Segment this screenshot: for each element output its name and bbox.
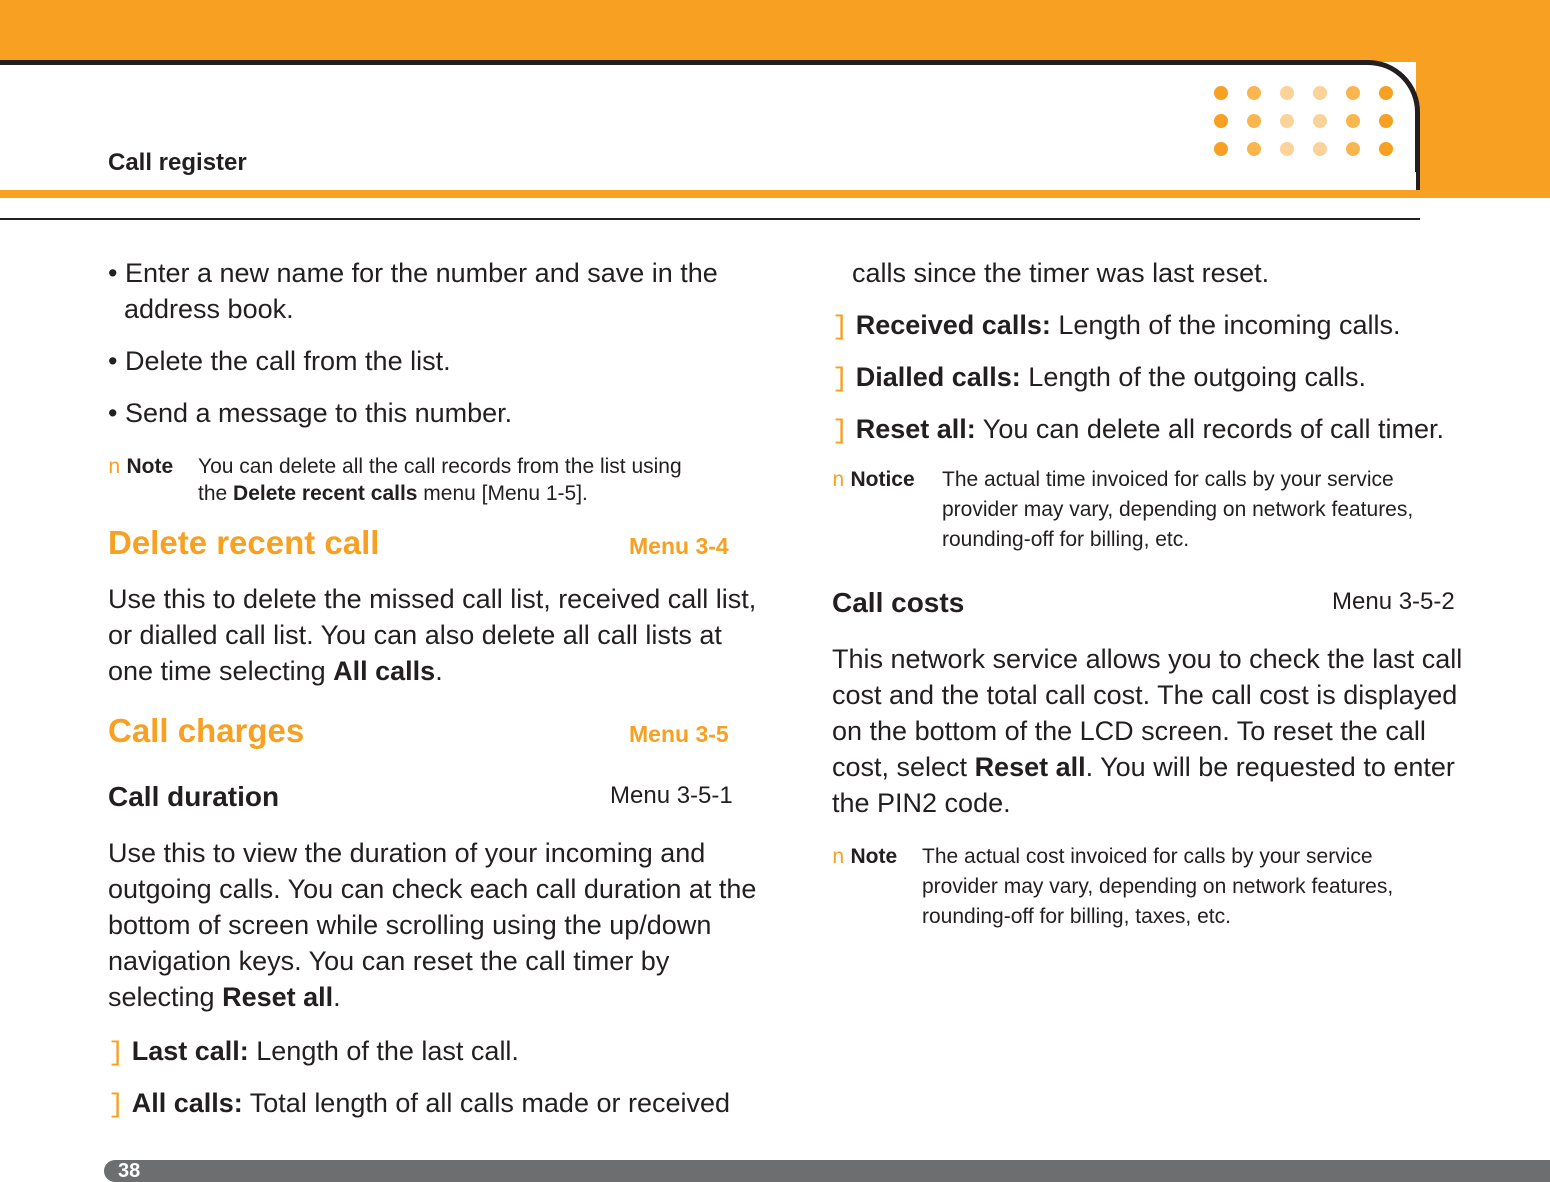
dot (1214, 86, 1228, 100)
dot (1313, 142, 1327, 156)
dot (1346, 114, 1360, 128)
item-marker-icon: ] (108, 1039, 125, 1069)
dot (1280, 114, 1294, 128)
duration-para-line: selecting Reset all. (108, 982, 341, 1012)
dot (1379, 142, 1393, 156)
dot (1379, 86, 1393, 100)
costs-menu-ref: Menu 3-5-2 (1332, 588, 1455, 615)
dot (1379, 114, 1393, 128)
dot (1280, 86, 1294, 100)
header-rule (0, 190, 1550, 198)
item-marker-icon: ] (832, 365, 849, 395)
delete-para-line: Use this to delete the missed call list, received call list, (108, 584, 757, 614)
notice-marker-icon: n (832, 470, 845, 493)
note-line-2: the Delete recent calls menu [Menu 1-5]. (198, 482, 588, 505)
costs-para-line: the PIN2 code. (832, 788, 1011, 818)
delete-recent-call-heading: Delete recent call (108, 524, 380, 561)
duration-para-line: outgoing calls. You can check each call duration at the (108, 874, 757, 904)
bullet-enter-name-cont: address book. (124, 294, 294, 324)
note-label: Note (126, 455, 174, 478)
list-item-reset-all: ] Reset all: You can delete all records of call timer. (832, 414, 1445, 447)
bullet-send: • Send a message to this number. (108, 398, 513, 428)
note-marker-icon: n (108, 457, 121, 480)
note-marker-icon: n (832, 847, 845, 870)
section-title: Call register (108, 149, 247, 176)
costs-para-line: This network service allows you to check the last call (832, 644, 1463, 674)
duration-para-line: navigation keys. You can reset the call timer by (108, 946, 670, 976)
note-line-1: You can delete all the call records from the list using (198, 455, 682, 478)
item-marker-icon: ] (108, 1091, 125, 1121)
delete-para-line: or dialled call list. You can also delete all call lists at (108, 620, 722, 650)
dot (1214, 142, 1228, 156)
list-item-received: ] Received calls: Length of the incoming calls. (832, 310, 1401, 343)
costs-para-line: cost and the total call cost. The call cost is displayed (832, 680, 1458, 710)
call-duration-heading: Call duration (108, 781, 280, 812)
dot (1346, 142, 1360, 156)
footer-bar (104, 1160, 1550, 1182)
decorative-dots-icon (1214, 86, 1394, 162)
item-marker-icon: ] (832, 313, 849, 343)
notice-line: rounding-off for billing, etc. (942, 528, 1190, 551)
note-block (108, 453, 173, 482)
delete-para-line: one time selecting All calls. (108, 656, 443, 686)
note-label: Note (850, 845, 898, 868)
dot (1247, 86, 1261, 100)
notice-label: Notice (850, 468, 915, 491)
dot (1313, 86, 1327, 100)
costs-para-line: on the bottom of the LCD screen. To reset the call (832, 716, 1426, 746)
duration-menu-ref: Menu 3-5-1 (610, 782, 733, 809)
dot (1247, 142, 1261, 156)
list-item-dialled: ] Dialled calls: Length of the outgoing calls. (832, 362, 1367, 395)
charges-menu-ref: Menu 3-5 (629, 721, 729, 747)
list-item-all-calls: ] All calls: Total length of all calls made or received (108, 1088, 731, 1121)
call-charges-heading: Call charges (108, 712, 305, 749)
notice-line: The actual time invoiced for calls by your service (942, 468, 1394, 491)
page-number: 38 (118, 1160, 141, 1182)
delete-menu-ref: Menu 3-4 (629, 533, 729, 559)
dot (1214, 114, 1228, 128)
notice-block (832, 466, 915, 495)
dot (1280, 142, 1294, 156)
all-calls-cont: calls since the timer was last reset. (852, 258, 1270, 288)
list-item-last-call: ] Last call: Length of the last call. (108, 1036, 519, 1069)
call-costs-heading: Call costs (832, 587, 965, 618)
note-line: The actual cost invoiced for calls by your service (922, 845, 1373, 868)
item-marker-icon: ] (832, 417, 849, 447)
duration-para-line: bottom of screen while scrolling using the up/down (108, 910, 712, 940)
note-line: rounding-off for billing, taxes, etc. (922, 905, 1231, 928)
note-line: provider may vary, depending on network features, (922, 875, 1394, 898)
dot (1313, 114, 1327, 128)
costs-para-line: cost, select Reset all. You will be requested to enter (832, 752, 1455, 782)
bullet-delete: • Delete the call from the list. (108, 346, 451, 376)
note-block-right (832, 843, 897, 872)
bullet-enter-name: • Enter a new name for the number and save in the (108, 258, 718, 288)
dot (1247, 114, 1261, 128)
dot (1346, 86, 1360, 100)
notice-line: provider may vary, depending on network features, (942, 498, 1414, 521)
duration-para-line: Use this to view the duration of your incoming and (108, 838, 706, 868)
header-gap (0, 198, 1550, 218)
